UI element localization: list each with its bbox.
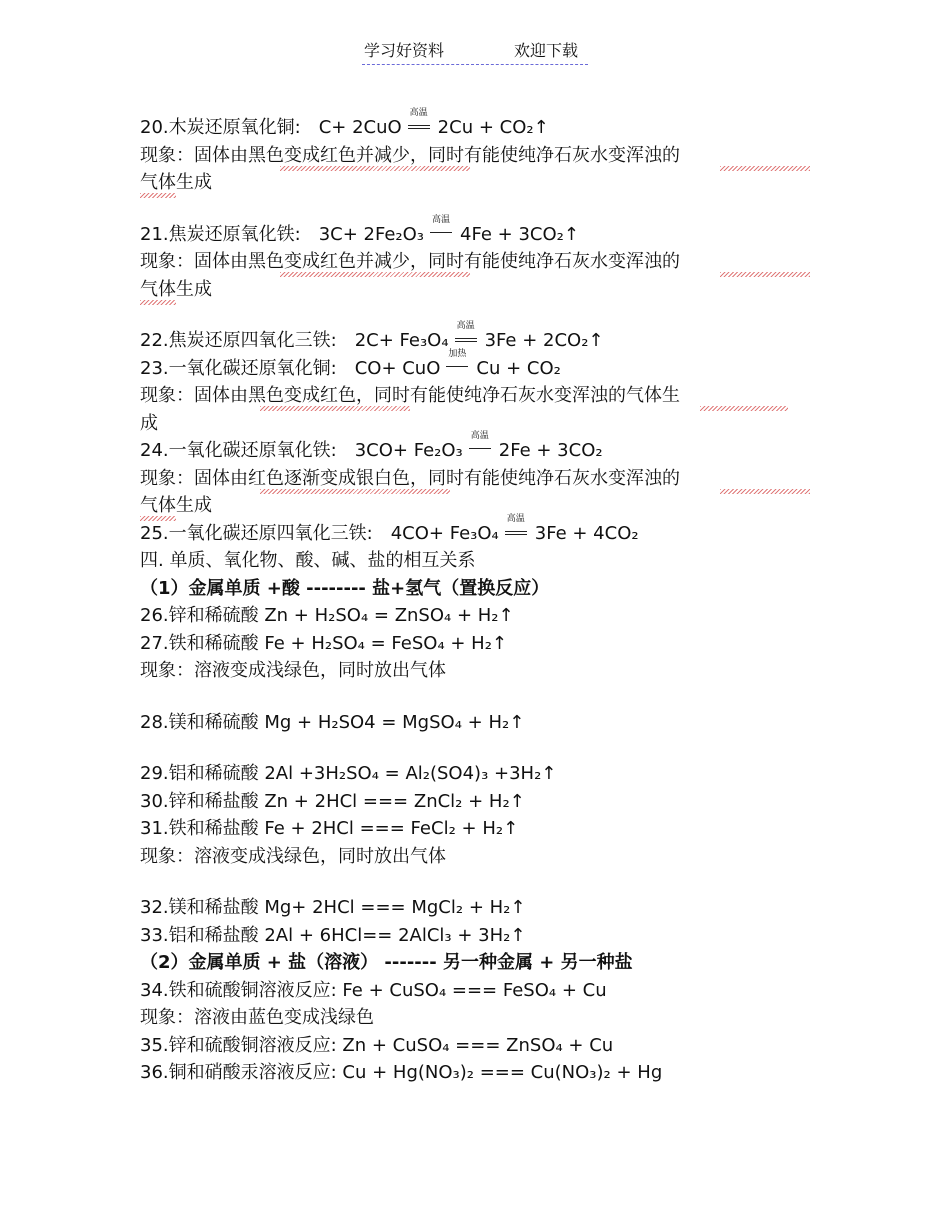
equation-text: 30.锌和稀盐酸 Zn + 2HCl === ZnCl₂ + H₂↑: [140, 790, 525, 812]
equation-label: 25.一氧化碳还原四氧化三铁:: [140, 522, 373, 544]
equation-line: [140, 1059, 830, 1087]
equation-line: [140, 108, 830, 142]
reaction-type-heading: [140, 575, 830, 603]
reaction-condition: [467, 431, 493, 461]
equation-label: 24.一氧化碳还原氧化铁:: [140, 440, 337, 461]
equation-label: 20.木炭还原氧化铜:: [140, 117, 301, 138]
equation-rhs: 3Fe + 4CO₂: [534, 522, 639, 544]
equation-label: 23.一氧化碳还原氧化铜:: [140, 357, 337, 379]
equation-lhs: C+ 2CuO: [318, 117, 402, 138]
equation-line: [140, 977, 830, 1005]
document-body: [140, 108, 830, 1087]
condition-text: 高温: [432, 214, 451, 225]
reaction-condition: [444, 348, 470, 379]
equation-text: 27.铁和稀硫酸 Fe + H₂SO₄ = FeSO₄ + H₂↑: [140, 632, 508, 654]
observation-text: 现象：固体由黑色变成红色并减少，同时有能使纯净石灰水变浑浊的: [140, 144, 680, 166]
equation-line: [140, 602, 830, 630]
equation-text: 33.铝和稀盐酸 2Al + 6HCl== 2AlCl₃ + 3H₂↑: [140, 924, 526, 946]
equation-line: [140, 1032, 830, 1060]
condition-text: 加热: [448, 348, 467, 359]
equation-text: 32.镁和稀盐酸 Mg+ 2HCl === MgCl₂ + H₂↑: [140, 897, 526, 918]
observation-line: [140, 248, 830, 276]
observation-line: [140, 382, 830, 410]
observation-text: 现象：溶液变成浅绿色，同时放出气体: [140, 660, 446, 681]
condition-text: 高温: [506, 513, 525, 524]
observation-text: 气体生成: [140, 278, 212, 300]
observation-line: [140, 1004, 830, 1032]
equation-text: 31.铁和稀盐酸 Fe + 2HCl === FeCl₂ + H₂↑: [140, 818, 519, 839]
observation-line: [140, 843, 830, 871]
reaction-condition: [406, 108, 432, 138]
equation-line: [140, 348, 830, 383]
equation-line: [140, 513, 830, 548]
equation-line: [140, 922, 830, 950]
observation-text: 现象：固体由红色逐渐变成银白色，同时有能使纯净石灰水变浑浊的: [140, 467, 680, 489]
observation-text: 成: [140, 412, 158, 434]
condition-text: 高温: [409, 108, 428, 118]
observation-line: [140, 465, 830, 493]
condition-text: 高温: [456, 321, 475, 331]
equation-rhs: 2Fe + 3CO₂: [498, 440, 603, 461]
equation-text: 36.铜和硝酸汞溶液反应: Cu + Hg(NO₃)₂ === Cu(NO₃)₂ + Hg: [140, 1062, 663, 1083]
reaction-type-text: （1）金属单质 +酸 -------- 盐+氢气（置换反应）: [140, 577, 550, 599]
equation-line: [140, 815, 830, 843]
equation-text: 34.铁和硫酸铜溶液反应: Fe + CuSO₄ === FeSO₄ + Cu: [140, 979, 607, 1001]
condition-text: 高温: [470, 431, 489, 441]
equation-lhs: 2C+ Fe₃O₄: [354, 330, 449, 351]
equation-lhs: 4CO+ Fe₃O₄: [390, 522, 499, 544]
equation-line: [140, 760, 830, 788]
equation-line: [140, 894, 830, 922]
observation-line: [140, 492, 830, 520]
equation-line: [140, 788, 830, 816]
reaction-type-text: （2）金属单质 + 盐（溶液） ------- 另一种金属 + 另一种盐: [140, 952, 633, 973]
equation-text: 35.锌和硫酸铜溶液反应: Zn + CuSO₄ === ZnSO₄ + Cu: [140, 1034, 614, 1056]
observation-text: 现象：溶液变成浅绿色，同时放出气体: [140, 845, 446, 867]
reaction-type-heading: [140, 949, 830, 977]
equation-line: [140, 431, 830, 465]
equation-rhs: 2Cu + CO₂↑: [437, 117, 549, 138]
equation-line: [140, 630, 830, 658]
equation-lhs: 3CO+ Fe₂O₃: [354, 440, 463, 461]
equation-label: 21.焦炭还原氧化铁:: [140, 223, 301, 245]
equation-rhs: 4Fe + 3CO₂↑: [460, 223, 579, 245]
equation-text: 26.锌和稀硫酸 Zn + H₂SO₄ = ZnSO₄ + H₂↑: [140, 605, 514, 626]
section-heading: [140, 547, 830, 575]
observation-line: [140, 142, 830, 170]
equation-rhs: Cu + CO₂: [476, 357, 561, 379]
equation-lhs: 3C+ 2Fe₂O₃: [318, 223, 425, 245]
equation-line: [140, 709, 830, 737]
reaction-condition: [428, 214, 454, 245]
observation-text: 现象：溶液由蓝色变成浅绿色: [140, 1007, 374, 1028]
section-heading-text: 四. 单质、氧化物、酸、碱、盐的相互关系: [140, 550, 476, 571]
observation-text: 现象：固体由黑色变成红色并减少，同时有能使纯净石灰水变浑浊的: [140, 251, 680, 272]
observation-line: [140, 657, 830, 685]
equation-rhs: 3Fe + 2CO₂↑: [484, 330, 604, 351]
observation-line: [140, 276, 830, 304]
header-right-text: 欢迎下载: [514, 41, 579, 60]
reaction-condition: [503, 513, 529, 544]
observation-line: [140, 169, 830, 197]
equation-label: 22.焦炭还原四氧化三铁:: [140, 330, 337, 351]
equation-line: [140, 214, 830, 249]
observation-text: 现象：固体由黑色变成红色，同时有能使纯净石灰水变浑浊的气体生: [140, 385, 680, 406]
equation-lhs: CO+ CuO: [354, 357, 441, 379]
observation-text: 气体生成: [140, 172, 212, 193]
page-header: [362, 42, 588, 65]
equation-text: 29.铝和稀硫酸 2Al +3H₂SO₄ = Al₂(SO4)₃ +3H₂↑: [140, 763, 557, 784]
equation-line: [140, 321, 830, 355]
observation-text: 气体生成: [140, 495, 212, 516]
header-left-text: 学习好资料: [364, 41, 445, 60]
equation-text: 28.镁和稀硫酸 Mg + H₂SO4 = MgSO₄ + H₂↑: [140, 711, 525, 733]
